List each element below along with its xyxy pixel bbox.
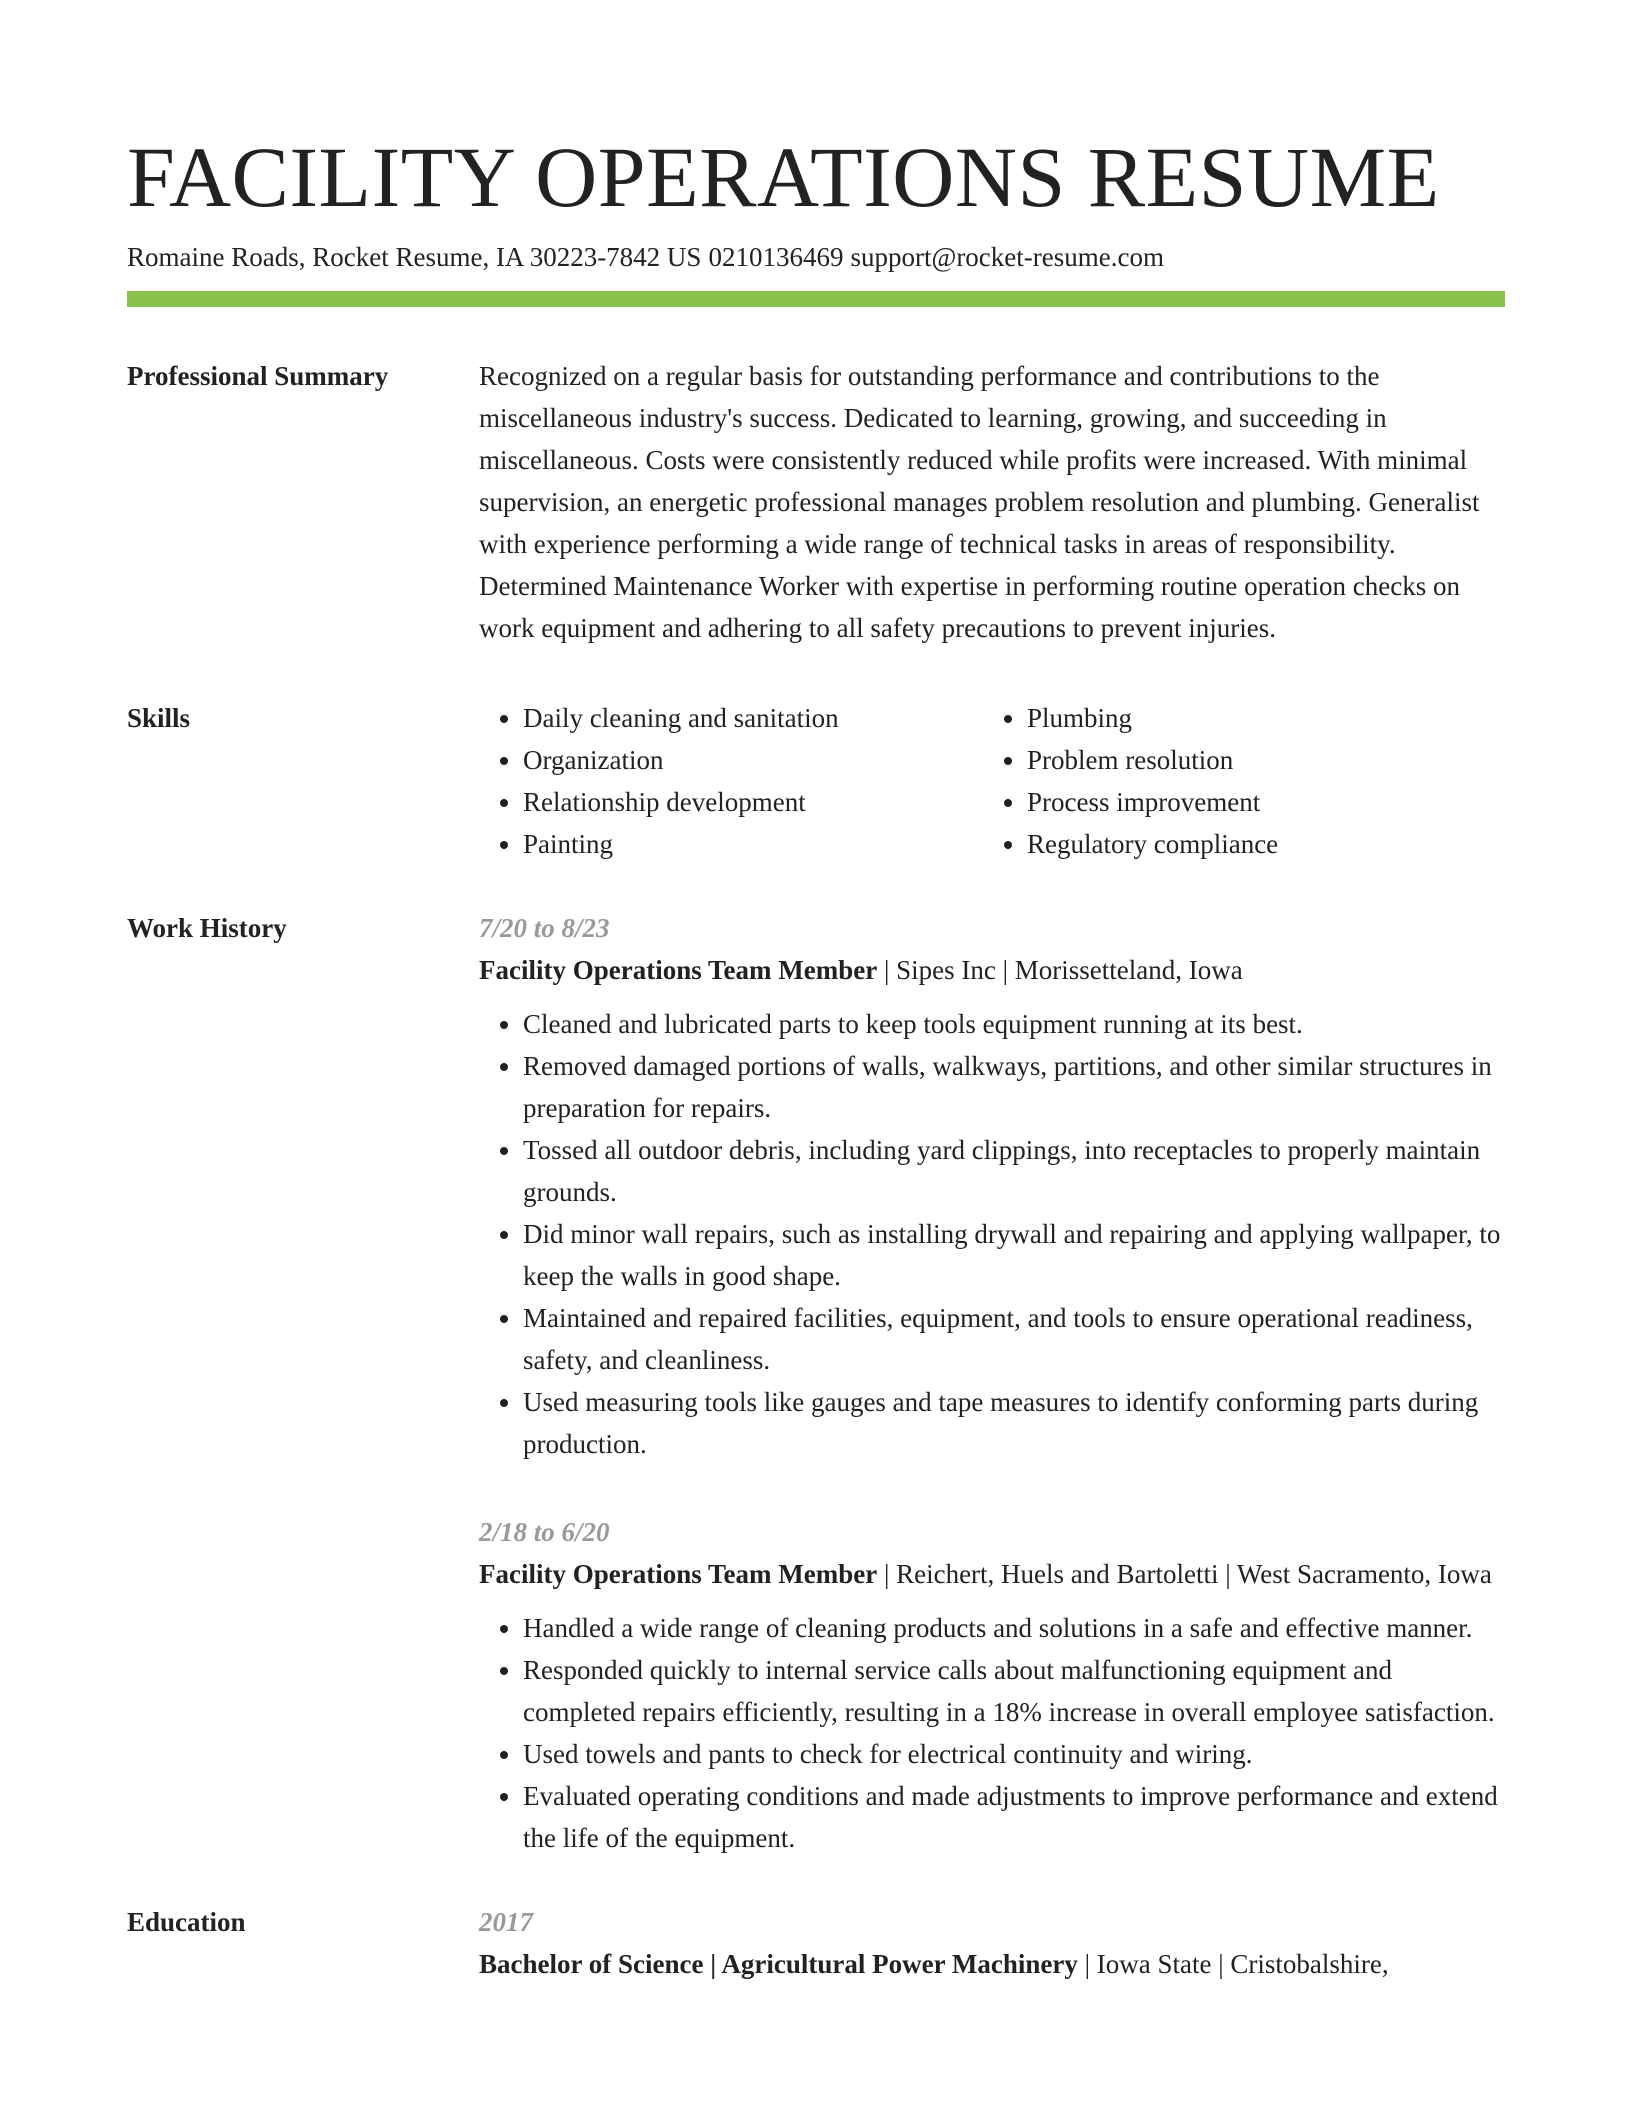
education-degree: Bachelor of Science | Agricultural Power Machinery <box>479 1949 1078 1980</box>
education-details: | Iowa State | Cristobalshire, <box>1077 1949 1389 1980</box>
job-dates: 2/18 to 6/20 <box>479 1517 610 1548</box>
skill-item: • Process improvement <box>1027 781 1487 823</box>
job-bullet: • Cleaned and lubricated parts to keep tools equipment running at its best. <box>523 1003 1505 1045</box>
skill-item: • Relationship development <box>523 781 983 823</box>
resume-title: FACILITY OPERATIONS RESUME <box>127 129 1440 225</box>
skills-content <box>479 697 1505 865</box>
job-bullet: • Maintained and repaired facilities, equipment, and tools to ensure operational readiness, safety, and cleanliness. <box>523 1297 1505 1381</box>
skill-item: • Problem resolution <box>1027 739 1487 781</box>
skill-item: • Plumbing <box>1027 697 1487 739</box>
job-title-line <box>479 1553 1505 1595</box>
contact-phone: 0210136469 <box>708 242 844 272</box>
job-bullet: • Tossed all outdoor debris, including yard clippings, into receptacles to properly maintain grounds. <box>523 1129 1505 1213</box>
job-bullet: • Evaluated operating conditions and made adjustments to improve performance and extend the life of the equipment. <box>523 1775 1505 1859</box>
accent-divider <box>127 291 1505 307</box>
job-bullets <box>479 1607 1505 1859</box>
skill-item: • Regulatory compliance <box>1027 823 1487 865</box>
contact-address: Romaine Roads, Rocket Resume, IA 30223-7842 US <box>127 242 702 272</box>
summary-content <box>479 355 1505 649</box>
contact-line <box>127 240 1505 275</box>
education-title-line <box>479 1943 1505 1985</box>
job-title-line <box>479 949 1505 991</box>
work-history-content <box>479 907 1505 1859</box>
summary-text: Recognized on a regular basis for outstanding performance and contributions to the miscellaneous industry's success. Dedicated to learning, growing, and succeeding in miscellaneous. Costs were consistently reduced while profits were increased. With minimal supervision, an energetic professional manages problem resolution and plumbing. Generalist with experience performing a wide range of technical tasks in areas of responsibility. Determined Maintenance Worker with expertise in performing routine operation checks on work equipment and adhering to all safety precautions to prevent injuries. <box>479 361 1480 644</box>
job-bullet: • Used towels and pants to check for electrical continuity and wiring. <box>523 1733 1505 1775</box>
job-bullet: • Did minor wall repairs, such as installing drywall and repairing and applying wallpaper, to keep the walls in good shape. <box>523 1213 1505 1297</box>
skills-column-2 <box>983 697 1487 865</box>
summary-heading: Professional Summary <box>127 361 389 392</box>
job-details: | Reichert, Huels and Bartoletti | West Sacramento, Iowa <box>877 1559 1492 1590</box>
work-history-section <box>127 907 1505 1859</box>
job-bullet: • Used measuring tools like gauges and tape measures to identify conforming parts during production. <box>523 1381 1505 1465</box>
job-bullet: • Responded quickly to internal service calls about malfunctioning equipment and completed repairs efficiently, resulting in a 18% increase in overall employee satisfaction. <box>523 1649 1505 1733</box>
work-history-heading: Work History <box>127 913 287 944</box>
job-entry <box>479 1511 1505 1859</box>
summary-section <box>127 355 1505 649</box>
education-section <box>127 1901 1505 1985</box>
education-heading: Education <box>127 1907 246 1938</box>
skills-section <box>127 697 1505 865</box>
job-role: Facility Operations Team Member <box>479 1559 878 1590</box>
job-bullets <box>479 1003 1505 1465</box>
skill-item: • Daily cleaning and sanitation <box>523 697 983 739</box>
job-details: | Sipes Inc | Morissetteland, Iowa <box>877 955 1243 986</box>
contact-email: support@rocket-resume.com <box>850 242 1164 272</box>
job-entry <box>479 907 1505 1465</box>
skills-column-1 <box>479 697 983 865</box>
skill-item: • Organization <box>523 739 983 781</box>
education-dates: 2017 <box>479 1907 533 1938</box>
job-bullet: • Handled a wide range of cleaning products and solutions in a safe and effective manner. <box>523 1607 1505 1649</box>
skill-item: • Painting <box>523 823 983 865</box>
job-dates: 7/20 to 8/23 <box>479 913 610 944</box>
education-content <box>479 1901 1505 1985</box>
skills-heading: Skills <box>127 703 191 734</box>
job-bullet: • Removed damaged portions of walls, walkways, partitions, and other similar structures in preparation for repairs. <box>523 1045 1505 1129</box>
job-role: Facility Operations Team Member <box>479 955 878 986</box>
